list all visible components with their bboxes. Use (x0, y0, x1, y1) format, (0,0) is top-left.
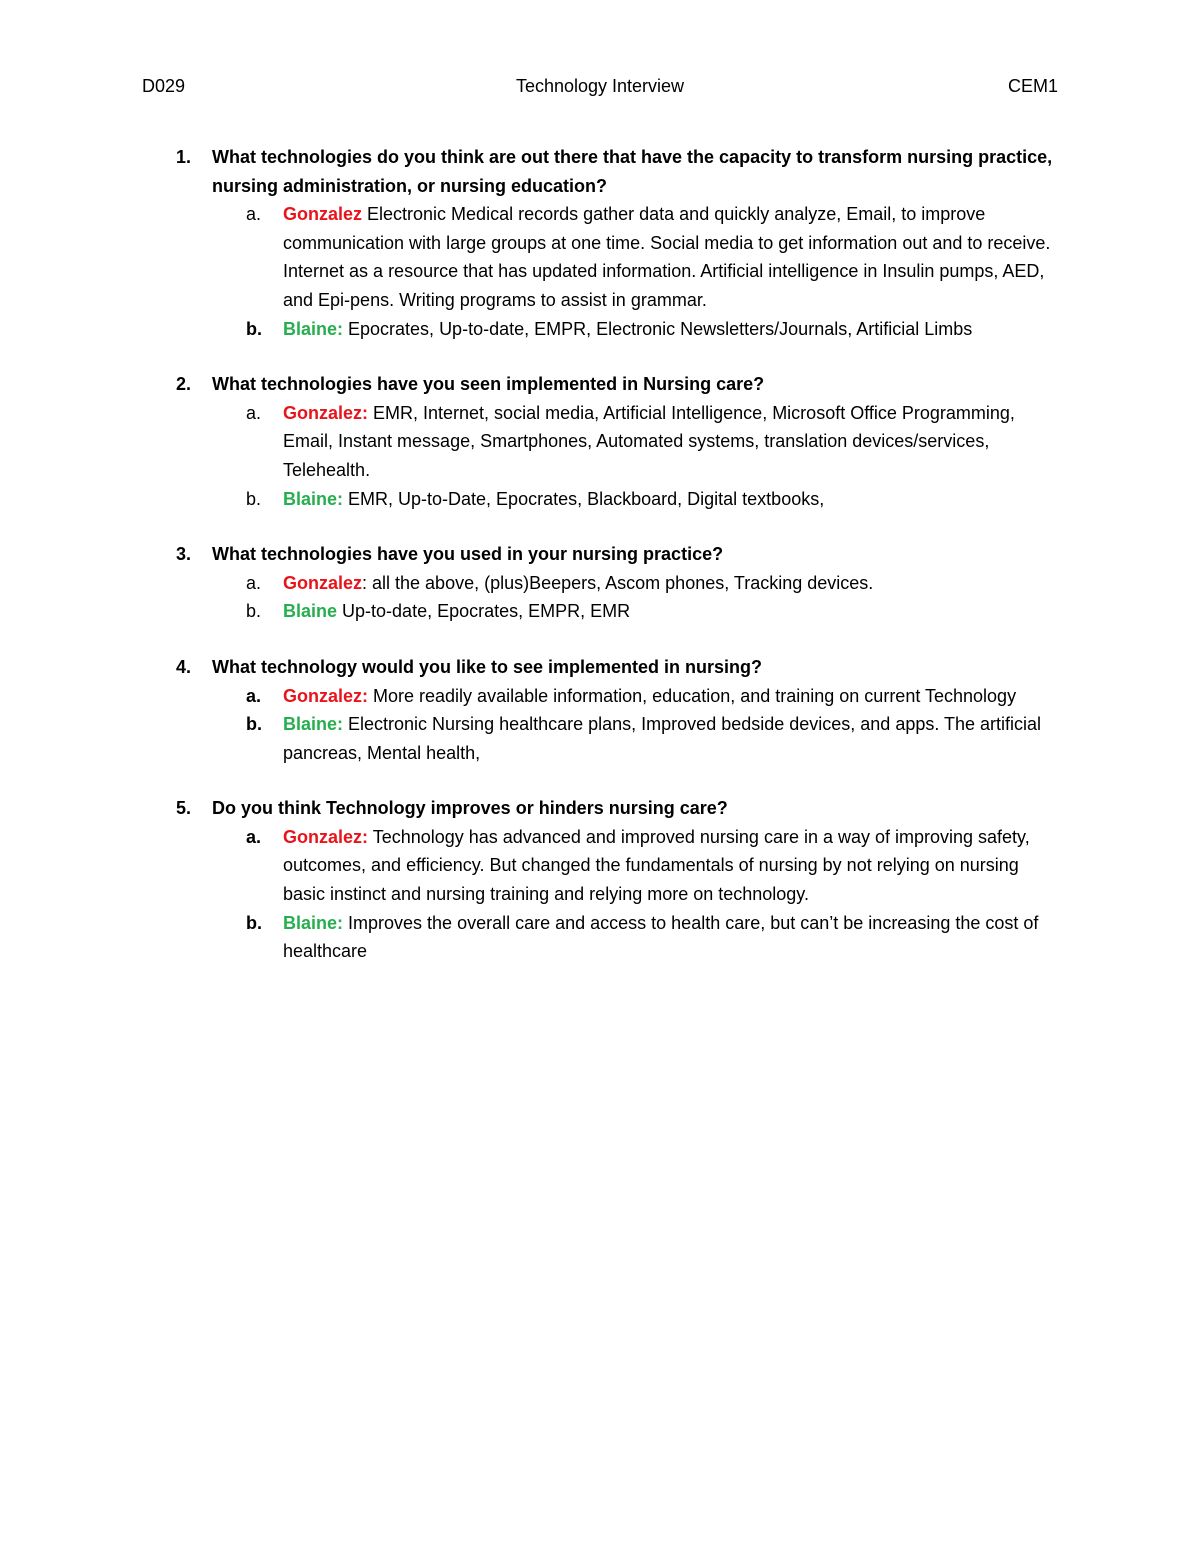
answer-item (0, 315, 1063, 344)
question-item (0, 540, 1200, 626)
answer-letter: a. (246, 685, 262, 706)
respondent-gonzalez: Gonzalez: (283, 685, 369, 706)
answer-text: Epocrates, Up-to-date, EMPR, Electronic Newsletters/Journals, Artificial Limbs (343, 318, 973, 339)
header-task-code: CEM1 (1007, 76, 1058, 96)
page-header (142, 74, 1058, 98)
question-line (0, 540, 1072, 569)
answer-item (0, 569, 1063, 598)
answer-letter: a. (246, 204, 262, 225)
answer-letter: a. (246, 572, 262, 593)
answer-item (0, 485, 1063, 514)
answer-list (0, 569, 1200, 626)
respondent-blaine: Blaine (283, 601, 338, 622)
header-course-code: D029 (142, 76, 186, 96)
answer-letter: b. (246, 318, 262, 339)
answer-text: Electronic Nursing healthcare plans, Improved bedside devices, and apps. The artificial pancreas, Mental health, (283, 714, 1042, 763)
answer-item (0, 682, 1063, 711)
answer-letter: b. (246, 714, 262, 735)
answer-text: More readily available information, education, and training on current Technology (368, 685, 1017, 706)
answer-list (0, 200, 1200, 343)
answer-letter: b. (246, 912, 262, 933)
answer-text: EMR, Up-to-Date, Epocrates, Blackboard, Digital textbooks, (343, 488, 825, 509)
question-text: What technology would you like to see implemented in nursing? (212, 656, 763, 677)
question-item (0, 143, 1200, 343)
answer-list (0, 682, 1200, 768)
question-text: Do you think Technology improves or hinders nursing care? (212, 798, 728, 819)
question-number: 4. (176, 656, 192, 677)
respondent-blaine: Blaine: (283, 714, 344, 735)
answer-text: : all the above, (plus)Beepers, Ascom phones, Tracking devices. (362, 572, 874, 593)
answer-item (0, 597, 1063, 626)
header-title: Technology Interview (515, 76, 685, 96)
question-item (0, 370, 1200, 513)
respondent-blaine: Blaine: (283, 318, 344, 339)
answer-letter: b. (246, 488, 262, 509)
answer-text: Improves the overall care and access to health care, but can’t be increasing the cost of healthcare (283, 912, 1039, 962)
respondent-gonzalez: Gonzalez (283, 204, 363, 225)
question-line (0, 143, 1072, 200)
answer-letter: b. (246, 601, 262, 622)
respondent-blaine: Blaine: (283, 912, 344, 933)
question-item (0, 653, 1200, 767)
respondent-gonzalez: Gonzalez: (283, 402, 369, 423)
question-list (0, 143, 1200, 993)
answer-item (0, 200, 1063, 314)
question-text: What technologies have you used in your nursing practice? (212, 544, 724, 565)
answer-text: EMR, Internet, social media, Artificial Intelligence, Microsoft Office Programming, Email, Instant message, Smartphones, Automated systems, translation devices/services, Telehealth. (283, 402, 1015, 480)
question-text: What technologies do you think are out there that have the capacity to transform nursing practice, nursing administration, or nursing education? (212, 147, 1053, 196)
respondent-gonzalez: Gonzalez (283, 572, 363, 593)
answer-item (0, 823, 1063, 909)
question-number: 3. (176, 544, 192, 565)
question-item (0, 794, 1200, 966)
question-line (0, 653, 1072, 682)
question-line (0, 370, 1072, 399)
answer-item (0, 909, 1063, 966)
question-number: 2. (176, 374, 192, 395)
answer-letter: a. (246, 826, 262, 847)
question-number: 1. (176, 147, 192, 167)
answer-item (0, 710, 1063, 767)
answer-list (0, 823, 1200, 966)
answer-list (0, 399, 1200, 513)
question-line (0, 794, 1072, 823)
answer-letter: a. (246, 402, 262, 423)
answer-item (0, 399, 1063, 485)
respondent-blaine: Blaine: (283, 488, 344, 509)
question-text: What technologies have you seen implemented in Nursing care? (212, 374, 765, 395)
respondent-gonzalez: Gonzalez: (283, 826, 369, 847)
answer-text: Up-to-date, Epocrates, EMPR, EMR (337, 601, 631, 622)
question-number: 5. (176, 798, 192, 819)
answer-text: Technology has advanced and improved nursing care in a way of improving safety, outcomes, and efficiency. But changed the fundamentals of nursing by not relying on nursing basic instinct and nursing training and relying more on technology. (283, 826, 1030, 905)
answer-text: Electronic Medical records gather data and quickly analyze, Email, to improve communication with large groups at one time. Social media to get information out and to receive. Internet as a resource that has updated information. Artificial intelligence in Insulin pumps, AED, and Epi-pens. Writing programs to assist in grammar. (283, 204, 1051, 310)
